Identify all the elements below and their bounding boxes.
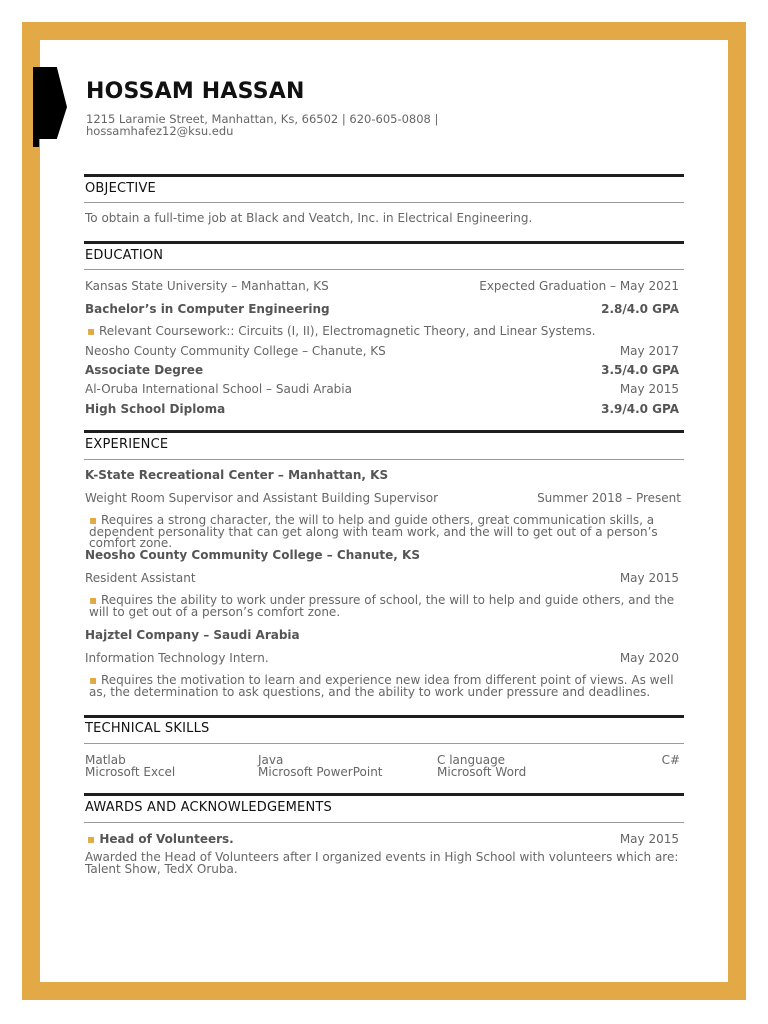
edu-degree-ksu: Bachelor’s in Computer Engineering [85,302,330,316]
exp-org-hajztel: Hajztel Company – Saudi Arabia [85,628,300,642]
edu-coursework-item [87,324,596,338]
exp-date-hajztel: May 2020 [619,651,679,665]
bullet-icon: ▪ [87,324,96,338]
section-heading-skills: TECHNICAL SKILLS [85,721,210,736]
section-rule-education [84,241,684,244]
exp-title-kstate: Weight Room Supervisor and Assistant Building Supervisor [85,491,439,505]
edu-gpa-nccc: 3.5/4.0 GPA [601,363,679,377]
exp-date-nccc: May 2015 [619,571,679,585]
section-underline-skills [84,743,684,744]
exp-desc-hajztel-text: Requires the motivation to learn and experience new idea from different point of views. As well as, the determination to ask questions, and the ability to work under pressure and deadlines. [89,673,674,699]
section-rule-objective [84,174,684,177]
edu-school-nccc: Neosho County Community College – Chanute, KS [85,344,386,358]
skill-item: Matlab [85,753,126,767]
candidate-name: HOSSAM HASSAN [86,79,305,104]
exp-org-nccc: Neosho County Community College – Chanute, KS [85,548,420,562]
skill-item: C# [661,753,680,767]
section-rule-experience [84,430,684,433]
section-heading-awards: AWARDS AND ACKNOWLEDGEMENTS [85,800,332,815]
exp-title-nccc: Resident Assistant [85,571,196,585]
edu-degree-aoi: High School Diploma [85,402,226,416]
bullet-icon: ▪ [89,593,98,607]
section-heading-objective: OBJECTIVE [85,181,156,196]
objective-text: To obtain a full-time job at Black and Veatch, Inc. in Electrical Engineering. [85,211,533,225]
award-title-item [87,832,234,846]
exp-date-kstate: Summer 2018 – Present [537,491,681,505]
skill-item: Microsoft PowerPoint [258,765,383,779]
edu-degree-nccc: Associate Degree [85,363,204,377]
skill-item: Java [258,753,284,767]
skill-item: Microsoft Excel [85,765,176,779]
edu-school-aoi: Al-Oruba International School – Saudi Arabia [85,382,352,396]
section-rule-awards [84,793,684,796]
section-underline-education [84,269,684,270]
edu-coursework-text: Relevant Coursework:: Circuits (I, II), Electromagnetic Theory, and Linear Systems. [98,324,596,338]
contact-info: 1215 Laramie Street, Manhattan, Ks, 66502 | 620-605-0808 | hossamhafez12@ksu.edu [86,112,439,138]
exp-org-kstate: K-State Recreational Center – Manhattan, KS [85,468,389,482]
edu-school-ksu: Kansas State University – Manhattan, KS [85,279,329,293]
exp-desc-hajztel [89,675,684,698]
skill-item: Microsoft Word [437,765,527,779]
award-title: Head of Volunteers. [99,832,234,846]
edu-gpa-aoi: 3.9/4.0 GPA [601,402,679,416]
bullet-icon: ▪ [89,673,98,687]
edu-date-nccc: May 2017 [619,344,679,358]
section-underline-objective [84,202,684,203]
bullet-icon: ▪ [89,513,98,527]
section-heading-experience: EXPERIENCE [85,437,169,452]
section-underline-experience [84,459,684,460]
exp-desc-kstate [89,515,684,550]
edu-date-aoi: May 2015 [619,382,679,396]
exp-desc-kstate-text: Requires a strong character, the will to help and guide others, great communication skills, a dependent personality that can get along with team work, and the will to get out of a person’s comfort zone. [89,513,658,550]
section-heading-education: EDUCATION [85,248,164,263]
skill-item: C language [437,753,506,767]
exp-title-hajztel: Information Technology Intern. [85,651,269,665]
bullet-icon: ▪ [87,832,96,846]
exp-desc-nccc-text: Requires the ability to work under pressure of school, the will to help and guide others, and the will to get out of a person’s comfort zone. [89,593,675,619]
exp-desc-nccc [89,595,684,618]
section-underline-awards [84,822,684,823]
section-rule-skills [84,715,684,718]
award-desc: Awarded the Head of Volunteers after I organized events in High School with volunteers which are: Talent Show, TedX Oruba. [85,850,679,876]
edu-gpa-ksu: 2.8/4.0 GPA [601,302,679,316]
edu-date-ksu: Expected Graduation – May 2021 [479,279,679,293]
award-date: May 2015 [619,832,679,846]
